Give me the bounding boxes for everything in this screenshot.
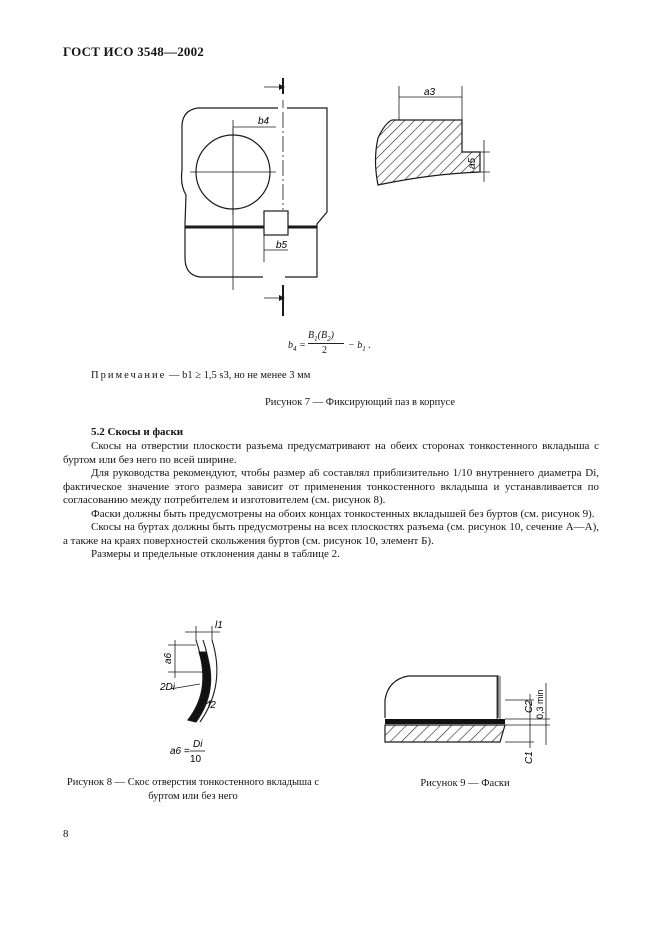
fig8-label-l1: l1 bbox=[215, 620, 223, 631]
paragraph-3: Фаски должны быть предусмотрены на обоих концах тонкостенных вкладышей без буртов (см. рисунок 9). bbox=[91, 507, 595, 520]
fig7-dim-b5: b5 bbox=[276, 240, 288, 251]
formula-lhs: b bbox=[288, 340, 293, 351]
fig7-housing-drawing bbox=[182, 78, 328, 316]
formula-num: B bbox=[308, 330, 315, 341]
page-number: 8 bbox=[63, 828, 69, 840]
fig7-dim-a3: a3 bbox=[424, 87, 436, 98]
formula-den: 2 bbox=[322, 345, 327, 356]
formula-num-close: ) bbox=[330, 330, 334, 341]
fig8-eq-lhs: a6 = bbox=[170, 746, 190, 757]
formula-minus: − b bbox=[348, 340, 363, 351]
fig7-caption: Рисунок 7 — Фиксирующий паз в корпусе bbox=[264, 397, 456, 408]
fig8-label-a6: a6 bbox=[163, 652, 174, 664]
fig8-eq-num: Di bbox=[193, 739, 203, 750]
formula-minus-sub: 1 bbox=[362, 345, 366, 353]
fig7-section-detail bbox=[376, 86, 491, 185]
fig9-label-c1: C1 bbox=[524, 751, 535, 764]
fig8-label-2di: 2Di bbox=[160, 682, 176, 693]
formula-end: . bbox=[368, 340, 371, 351]
document-header: ГОСТ ИСО 3548—2002 bbox=[63, 44, 204, 59]
fig7-note bbox=[91, 370, 310, 381]
fig8-label-l2: l2 bbox=[208, 700, 216, 711]
note-text: — b1 ≥ 1,5 s3, но не менее 3 мм bbox=[166, 370, 311, 381]
section-title: 5.2 Скосы и фаски bbox=[91, 426, 184, 438]
formula-lhs-sub: 4 bbox=[293, 345, 297, 353]
fig9-caption: Рисунок 9 — Фаски bbox=[420, 778, 510, 789]
fig9-label-min: 0,3 min bbox=[535, 689, 545, 719]
fig7-dim-a5: a5 bbox=[467, 157, 478, 169]
formula-num-paren-sub: 2 bbox=[327, 335, 331, 343]
section-body bbox=[63, 440, 599, 562]
paragraph-2: Для руководства рекомендуют, чтобы размер a6 составлял приблизительно 1/10 внутреннего диаметра Di, фактическое значение этого размера зависит от применения тонкостенного вкладыша и устанавливается по согласованию между потребителем и изготовителем (см. рисунок 8). bbox=[63, 467, 599, 506]
fig9-label-c2: C2 bbox=[524, 700, 535, 713]
fig8-eq-den: 10 bbox=[190, 754, 202, 765]
note-label: Примечание bbox=[91, 370, 167, 381]
paragraph-4: Скосы на буртах должны быть предусмотрены на всех плоскостях разъема (см. рисунок 10, сечение А—А), а также на краях поверхностей скольжения буртов (см. рисунок 10, элемент Б). bbox=[63, 521, 599, 547]
fig8-caption: Рисунок 8 — Скос отверстия тонкостенного вкладыша с буртом или без него bbox=[66, 777, 320, 802]
paragraph-1: Скосы на отверстии плоскости разъема предусматривают на обеих сторонах тонкостенного вкладыша с буртом или без него по всей ширине. bbox=[63, 440, 599, 466]
formula-num-sub: 1 bbox=[314, 335, 318, 343]
fig7-dim-b4: b4 bbox=[258, 116, 270, 127]
paragraph-5: Размеры и предельные отклонения даны в таблице 2. bbox=[91, 548, 340, 560]
formula-num-paren: (B bbox=[317, 330, 328, 341]
